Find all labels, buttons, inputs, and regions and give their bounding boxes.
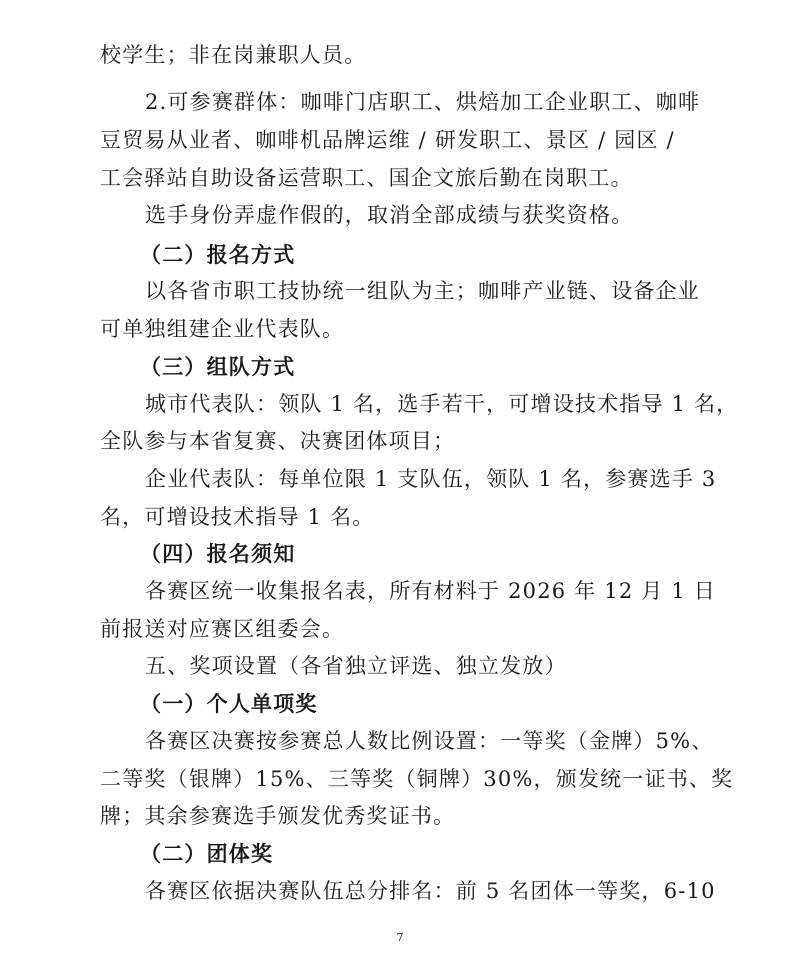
body-text-line: 校学生；非在岗兼职人员。	[100, 43, 367, 67]
body-text-line: 各赛区依据决赛队伍总分排名：前 5 名团体一等奖，6-10	[145, 879, 716, 903]
body-text-line: 以各省市职工技协统一组队为主；咖啡产业链、设备企业	[145, 279, 700, 303]
section-heading: （四）报名须知	[140, 542, 296, 566]
body-text-line: 城市代表队：领队 1 名，选手若干，可增设技术指导 1 名，	[145, 392, 739, 416]
body-text-line: 豆贸易从业者、咖啡机品牌运维 / 研发职工、景区 / 园区 /	[100, 128, 675, 152]
page-number: 7	[396, 931, 404, 944]
body-text-line: 可单独组建企业代表队。	[100, 317, 345, 341]
body-text-line: 前报送对应赛区组委会。	[100, 617, 345, 641]
body-text-line: 各赛区决赛按参赛总人数比例设置：一等奖（金牌）5%、	[145, 729, 714, 753]
section-heading: （一）个人单项奖	[140, 692, 318, 716]
body-text-line: 选手身份弄虚作假的，取消全部成绩与获奖资格。	[145, 203, 634, 227]
body-text-line: 各赛区统一收集报名表，所有材料于 2026 年 12 月 1 日	[145, 579, 716, 603]
body-text-line: 2.可参赛群体：咖啡门店职工、烘焙加工企业职工、咖啡	[145, 90, 701, 114]
section-heading: （二）团体奖	[140, 842, 274, 866]
chapter-heading: 五、奖项设置（各省独立评选、独立发放）	[145, 654, 567, 678]
section-heading: （二）报名方式	[140, 243, 296, 267]
body-text-line: 企业代表队：每单位限 1 支队伍，领队 1 名，参赛选手 3	[145, 467, 717, 491]
body-text-line: 名，可增设技术指导 1 名。	[100, 505, 375, 529]
section-heading: （三）组队方式	[140, 355, 296, 379]
body-text-line: 全队参与本省复赛、决赛团体项目；	[100, 429, 456, 453]
body-text-line: 牌；其余参赛选手颁发优秀奖证书。	[100, 804, 456, 828]
body-text-line: 工会驿站自助设备运营职工、国企文旅后勤在岗职工。	[100, 166, 633, 190]
body-text-line: 二等奖（银牌）15%、三等奖（铜牌）30%，颁发统一证书、奖	[100, 767, 734, 791]
